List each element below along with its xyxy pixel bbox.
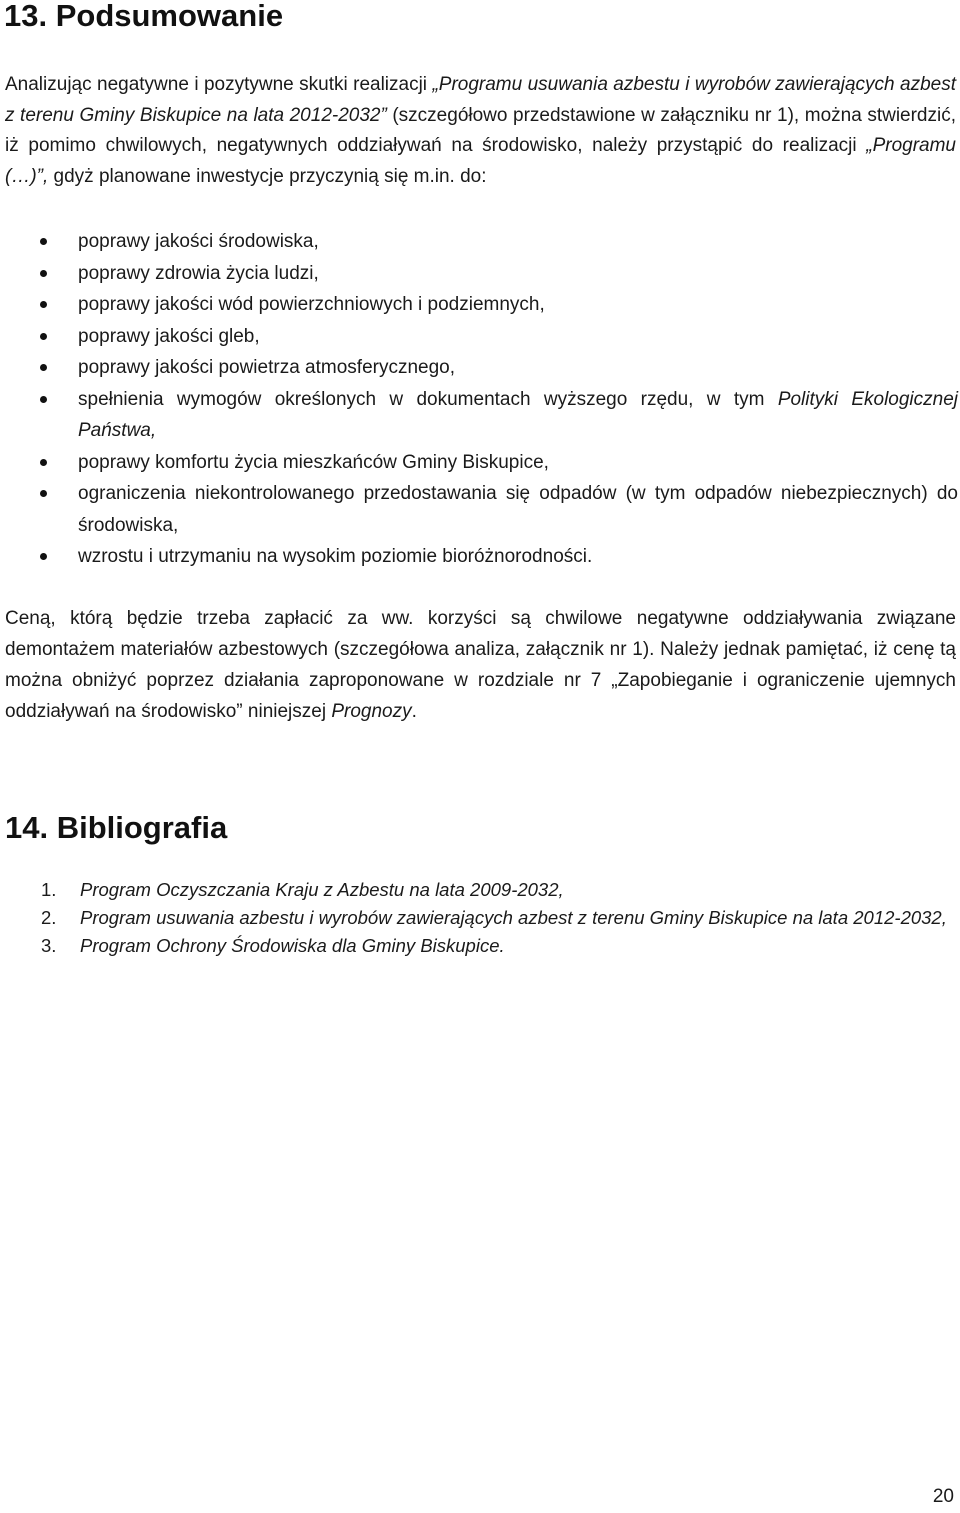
bullet-icon xyxy=(40,553,47,560)
policy-title: Polityki Ekologicznej Państwa, xyxy=(78,388,959,441)
list-item xyxy=(0,384,958,447)
bullet-icon xyxy=(40,490,47,497)
bibliography-item xyxy=(0,876,958,904)
bullet-icon xyxy=(40,238,47,245)
closing-text: Ceną, którą będzie trzeba zapłacić za ww. korzyści są chwilowe negatywne oddziaływania związane demontażem materiałów azbestowych (szczegółowa analiza, załącznik nr 1). Należy jednak pamiętać, iż cenę tą można obniżyć poprzez działania zaproponowane w rozdziale nr 7 „Zapobieganie i ograniczenie ujemnych oddziaływań na środowisko” niniejszej xyxy=(5,608,956,722)
bibliography-item xyxy=(0,932,958,960)
intro-text-2: (szczegółowo przedstawione w załączniku nr 1), można stwierdzić, iż pomimo chwilowych, negatywnych oddziaływań na środowisko, należy przystąpić do realizacji xyxy=(5,104,956,156)
bibliography-number: 1. xyxy=(41,879,57,900)
list-item xyxy=(0,321,958,353)
bullet-icon xyxy=(40,364,47,371)
bibliography-text: Program usuwania azbestu i wyrobów zawierających azbest z terenu Gminy Biskupice na lata 2012-2032, xyxy=(80,907,947,928)
list-item-text: poprawy jakości powietrza atmosferycznego, xyxy=(78,357,456,378)
forecast-ref: Prognozy xyxy=(331,701,412,722)
bullet-icon xyxy=(40,396,47,403)
list-item xyxy=(0,258,958,290)
bullet-icon xyxy=(40,459,47,466)
list-item xyxy=(0,226,958,258)
intro-paragraph xyxy=(5,70,956,192)
list-item xyxy=(0,478,958,541)
bibliography-item xyxy=(0,904,958,932)
program-short-ref: „Programu (…)”, xyxy=(5,135,956,187)
section-heading-bibliography: 14. Bibliografia xyxy=(5,810,228,845)
list-item-text: poprawy komfortu życia mieszkańców Gminy Biskupice, xyxy=(78,451,549,473)
benefits-list xyxy=(0,226,958,573)
bibliography-number: 3. xyxy=(41,935,57,956)
list-item-text: ograniczenia niekontrolowanego przedostawania się odpadów (w tym odpadów niebezpiecznych) do środowiska, xyxy=(78,483,958,536)
list-item-text: poprawy jakości wód powierzchniowych i podziemnych, xyxy=(78,294,545,315)
bullet-icon xyxy=(40,301,47,308)
list-item xyxy=(0,352,958,384)
list-item-text: poprawy zdrowia życia ludzi, xyxy=(78,262,319,284)
list-item-text: wzrostu i utrzymaniu na wysokim poziomie bioróżnorodności. xyxy=(78,546,593,567)
list-item-text: spełnienia wymogów określonych w dokumentach wyższego rzędu, w tym xyxy=(78,388,778,410)
bibliography-text: Program Oczyszczania Kraju z Azbestu na lata 2009-2032, xyxy=(80,879,564,900)
list-item xyxy=(0,289,958,321)
intro-text-3: gdyż planowane inwestycje przyczynią się m.in. do: xyxy=(48,165,487,187)
closing-paragraph xyxy=(5,603,956,727)
bullet-icon xyxy=(40,333,47,340)
page-number: 20 xyxy=(932,1486,954,1507)
list-item-text: poprawy jakości środowiska, xyxy=(78,231,319,252)
list-item xyxy=(0,447,958,479)
bibliography-list xyxy=(0,876,958,960)
bibliography-text: Program Ochrony Środowiska dla Gminy Biskupice. xyxy=(80,935,505,956)
closing-period: . xyxy=(411,701,417,722)
section-heading-summary: 13. Podsumowanie xyxy=(4,0,284,33)
bullet-icon xyxy=(40,270,47,277)
intro-text-1: Analizując negatywne i pozytywne skutki realizacji xyxy=(5,74,433,95)
list-item-text: poprawy jakości gleb, xyxy=(78,325,260,347)
bibliography-number: 2. xyxy=(41,907,57,928)
list-item xyxy=(0,541,958,573)
program-title: „Programu usuwania azbestu i wyrobów zawierających azbest z terenu Gminy Biskupice na lata 2012-2032” xyxy=(5,74,956,126)
